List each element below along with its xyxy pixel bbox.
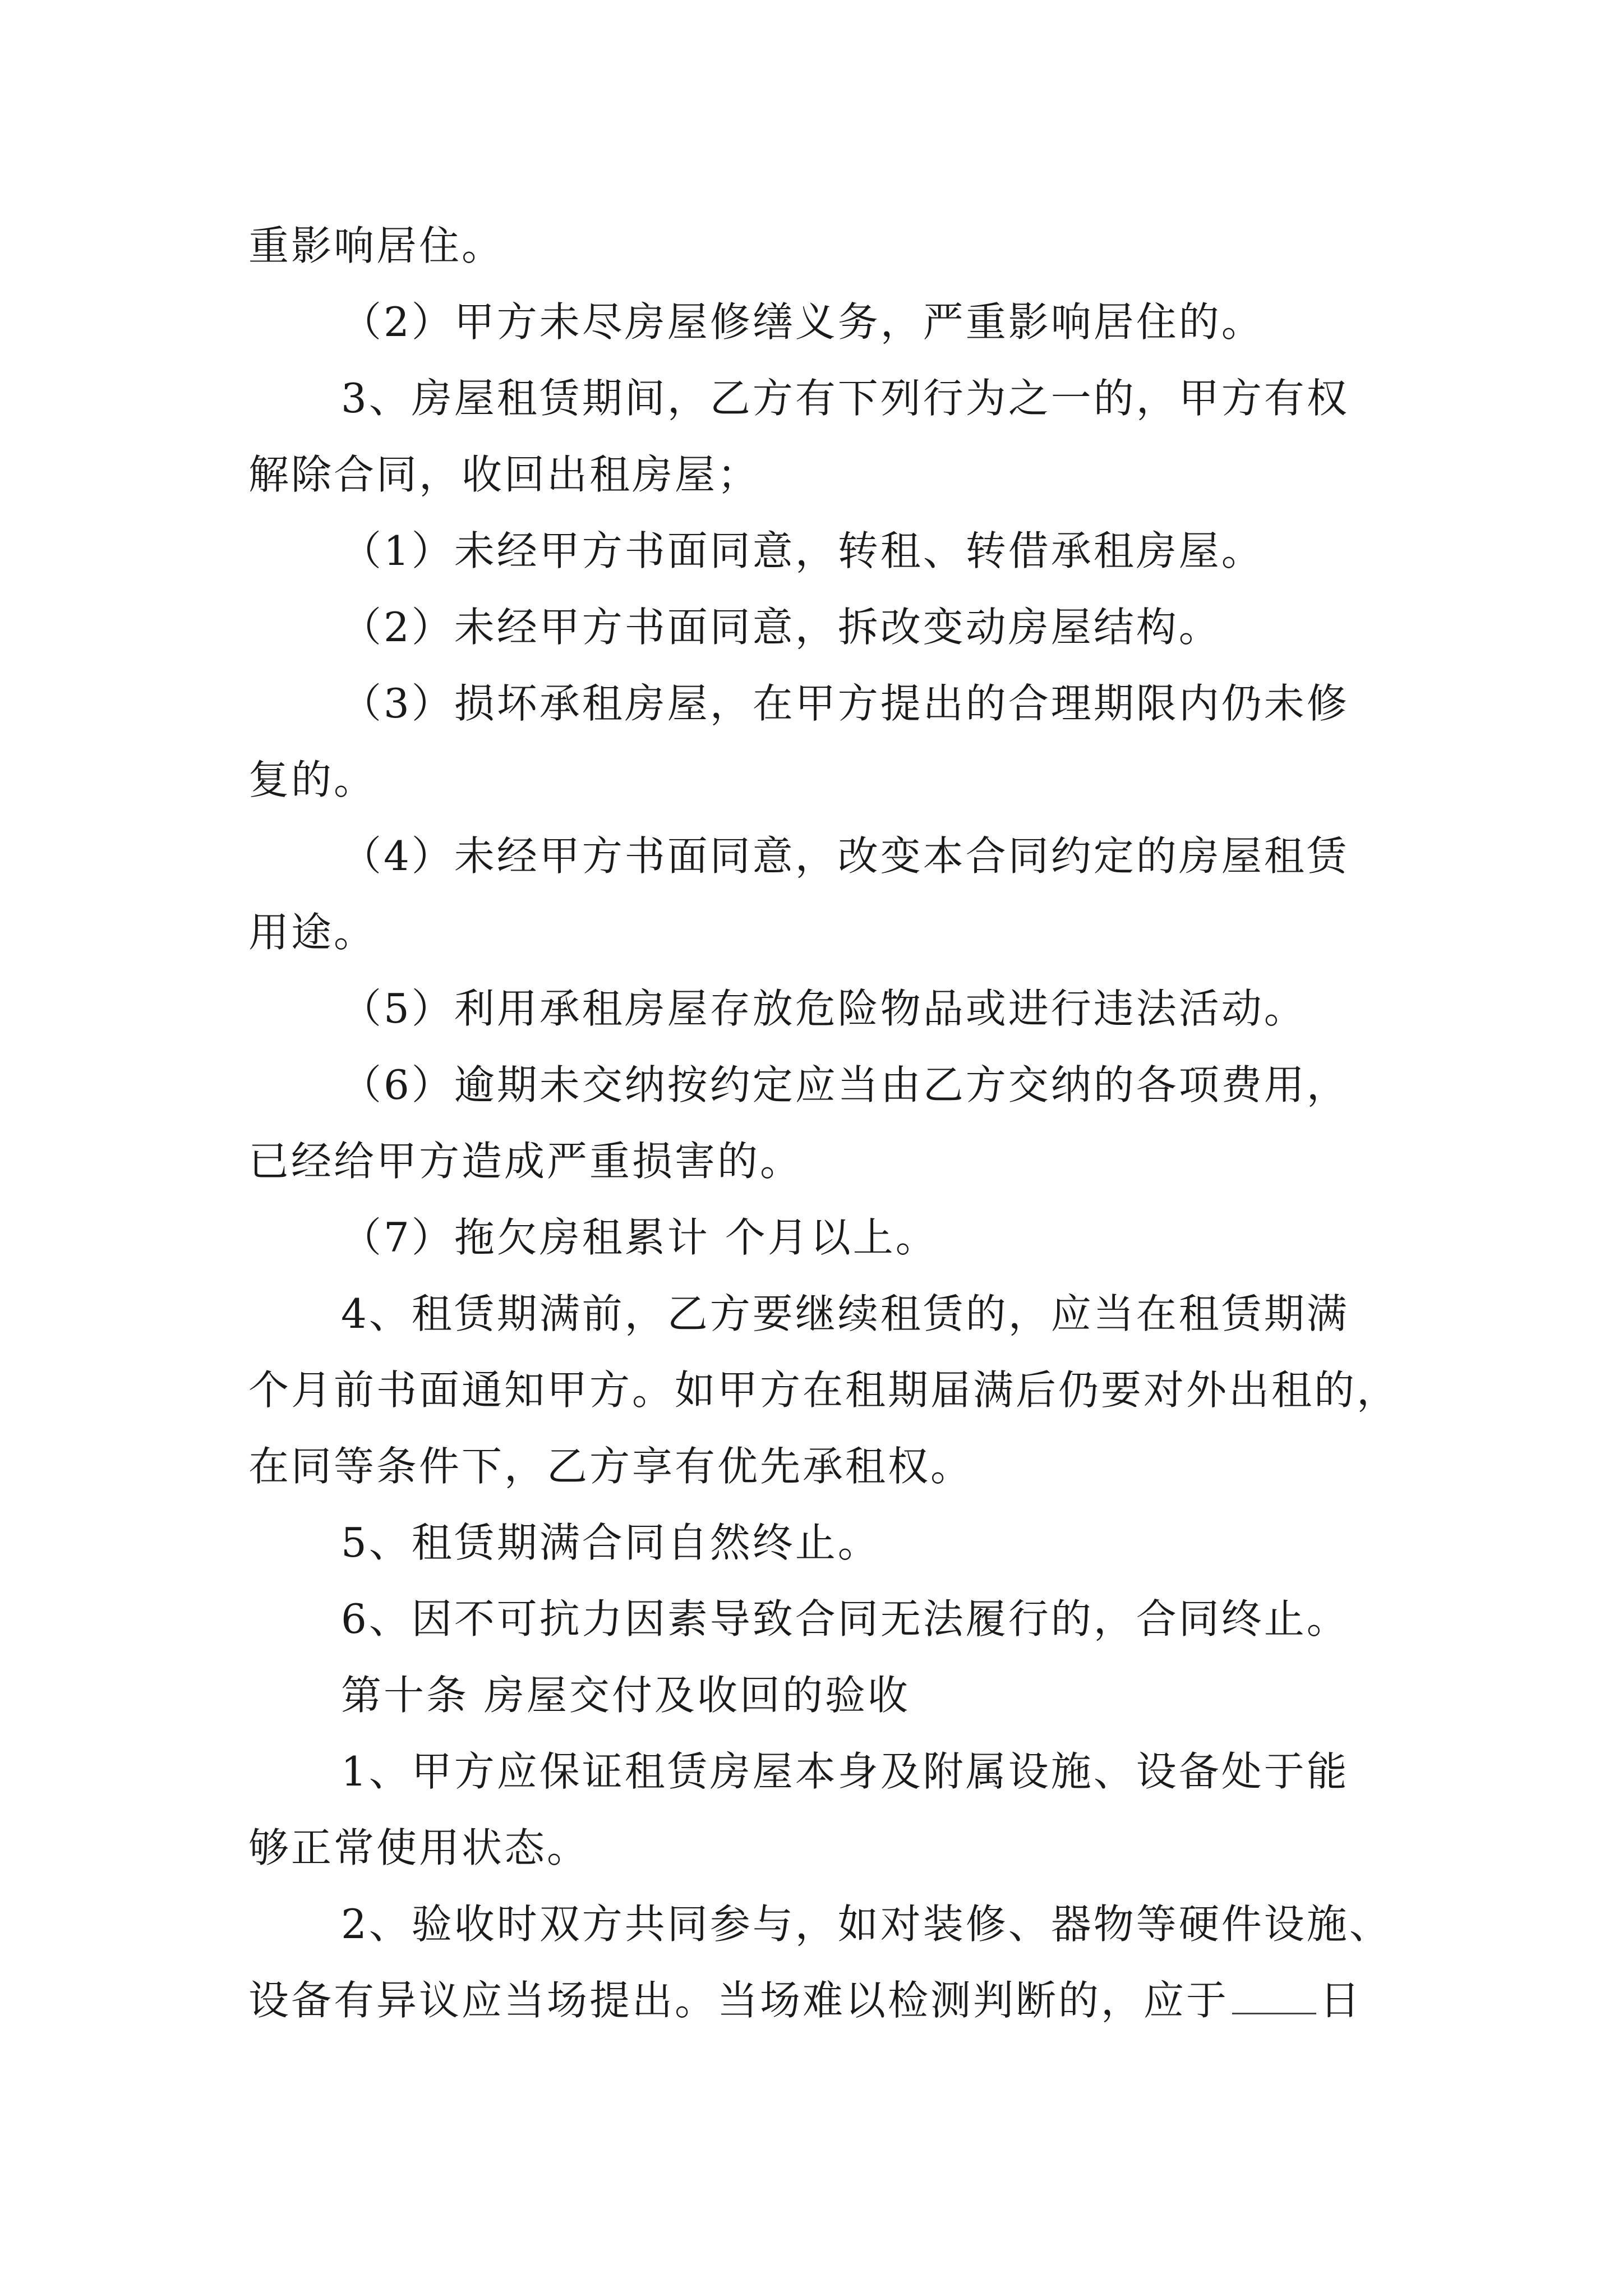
last-line-text-after: 日 <box>1320 1977 1363 2024</box>
document-line: 3、房屋租赁期间，乙方有下列行为之一的，甲方有权 <box>341 375 1349 422</box>
document-line: （7）拖欠房租累计 个月以上。 <box>341 1214 938 1261</box>
document-line: （4）未经甲方书面同意，改变本合同约定的房屋租赁 <box>341 832 1349 880</box>
document-line: 在同等条件下，乙方享有优先承租权。 <box>248 1443 974 1490</box>
document-line: （3）损坏承租房屋，在甲方提出的合理期限内仍未修 <box>341 680 1349 727</box>
document-line: （2）未经甲方书面同意，拆改变动房屋结构。 <box>341 604 1221 651</box>
document-line: 1、甲方应保证租赁房屋本身及附属设施、设备处于能 <box>341 1748 1349 1795</box>
document-line-last <box>248 1962 1376 2039</box>
document-line: 个月前书面通知甲方。如甲方在租期届满后仍要对外出租的， <box>248 1366 1400 1414</box>
document-line: 重影响居住。 <box>248 222 505 269</box>
document-line: 已经给甲方造成严重损害的。 <box>248 1138 803 1185</box>
document-line: （6）逾期未交纳按约定应当由乙方交纳的各项费用， <box>341 1061 1349 1108</box>
last-line-text-before: 设备有异议应当场提出。当场难以检测判断的，应于 <box>248 1977 1229 2024</box>
document-line: 第十条 房屋交付及收回的验收 <box>341 1672 910 1719</box>
document-line: 复的。 <box>248 756 377 803</box>
document-line: 2、验收时双方共同参与，如对装修、器物等硬件设施、 <box>341 1901 1392 1948</box>
document-line: 5、租赁期满合同自然终止。 <box>341 1519 880 1566</box>
document-line: （1）未经甲方书面同意，转租、转借承租房屋。 <box>341 527 1264 574</box>
document-line: 解除合同，收回出租房屋； <box>248 451 760 498</box>
document-line: 够正常使用状态。 <box>248 1824 590 1871</box>
document-line: （5）利用承租房屋存放危险物品或进行违法活动。 <box>341 985 1307 1032</box>
document-line: （2）甲方未尽房屋修缮义务，严重影响居住的。 <box>341 298 1264 346</box>
document-lines <box>248 208 1400 1962</box>
document-line: 用途。 <box>248 909 377 956</box>
document-line: 4、租赁期满前，乙方要继续租赁的，应当在租赁期满 <box>341 1290 1349 1337</box>
document-body <box>248 208 1400 2039</box>
document-line: 6、因不可抗力因素导致合同无法履行的，合同终止。 <box>341 1595 1349 1642</box>
fill-in-blank <box>1232 1979 1316 2014</box>
